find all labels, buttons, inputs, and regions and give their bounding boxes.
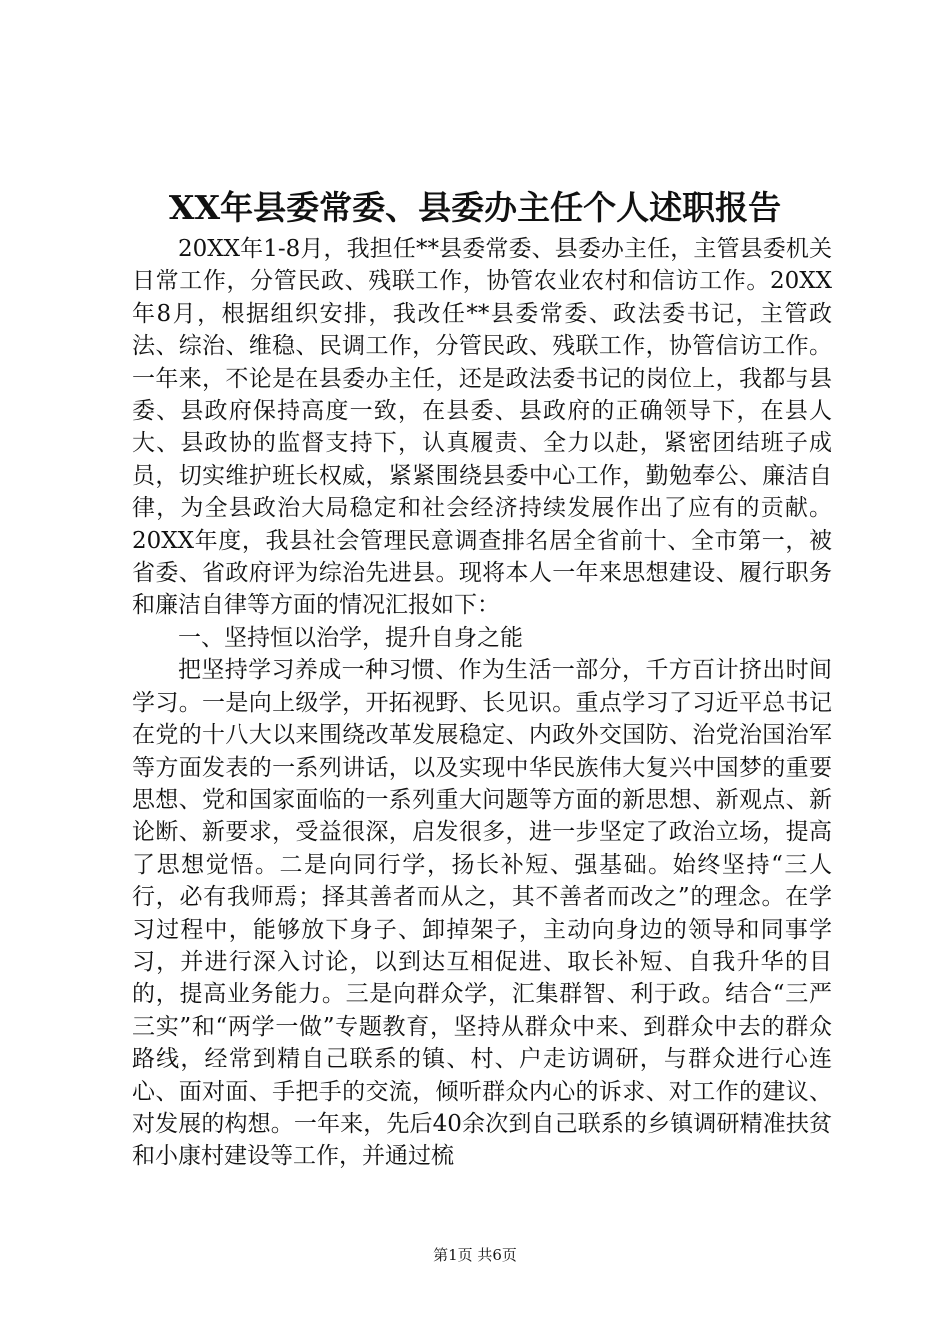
paragraph-study: 把坚持学习养成一种习惯、作为生活一部分，千方百计挤出时间学习。一是向上级学，开拓视野、长见识。重点学习了习近平总书记在党的十八大以来围绕改革发展稳定、内政外交国防、治党治国治军等方面发表的一系列讲话，以及实现中华民族伟大复兴中国梦的重要思想、党和国家面临的一系列重大问题等方面的新思想、新观点、新论断、新要求，受益很深，启发很多，进一步坚定了政治立场，提高了思想觉悟。二是向同行学，扬长补短、强基础。始终坚持“三人行，必有我师焉；择其善者而从之，其不善者而改之”的理念。在学习过程中，能够放下身子、卸掉架子，主动向身边的领导和同事学习，并进行深入讨论，以到达互相促进、取长补短、自我升华的目的，提高业务能力。三是向群众学，汇集群智、利于政。结合“三严三实”和“两学一做”专题教育，坚持从群众中来、到群众中去的群众路线，经常到精自己联系的镇、村、户走访调研，与群众进行心连心、面对面、手把手的交流，倾听群众内心的诉求、对工作的建议、对发展的构想。一年来，先后40余次到自己联系的乡镇调研精准扶贫和小康村建设等工作，并通过梳 xyxy=(132,657,832,1170)
document-body xyxy=(132,233,832,1173)
document-title: XX年县委常委、县委办主任个人述职报告 xyxy=(168,188,782,227)
paragraph-intro: 20XX年1-8月，我担任**县委常委、县委办主任，主管县委机关日常工作，分管民政、残联工作，协管农业农村和信访工作。20XX年8月，根据组织安排，我改任**县委常委、政法委书记，主管政法、综治、维稳、民调工作，分管民政、残联工作，协管信访工作。一年来，不论是在县委办主任，还是政法委书记的岗位上，我都与县委、县政府保持高度一致，在县委、县政府的正确领导下，在县人大、县政协的监督支持下，认真履责、全力以赴，紧密团结班子成员，切实维护班长权威，紧紧围绕县委中心工作，勤勉奉公、廉洁自律，为全县政治大局稳定和社会经济持续发展作出了应有的贡献。20XX年度，我县社会管理民意调查排名居全省前十、全市第一，被省委、省政府评为综治先进县。现将本人一年来思想建设、履行职务和廉洁自律等方面的情况汇报如下： xyxy=(132,236,832,619)
page-number-footer: 第1页 共6页 xyxy=(433,1246,517,1264)
section-heading: 一、坚持恒以治学，提升自身之能 xyxy=(178,624,523,651)
